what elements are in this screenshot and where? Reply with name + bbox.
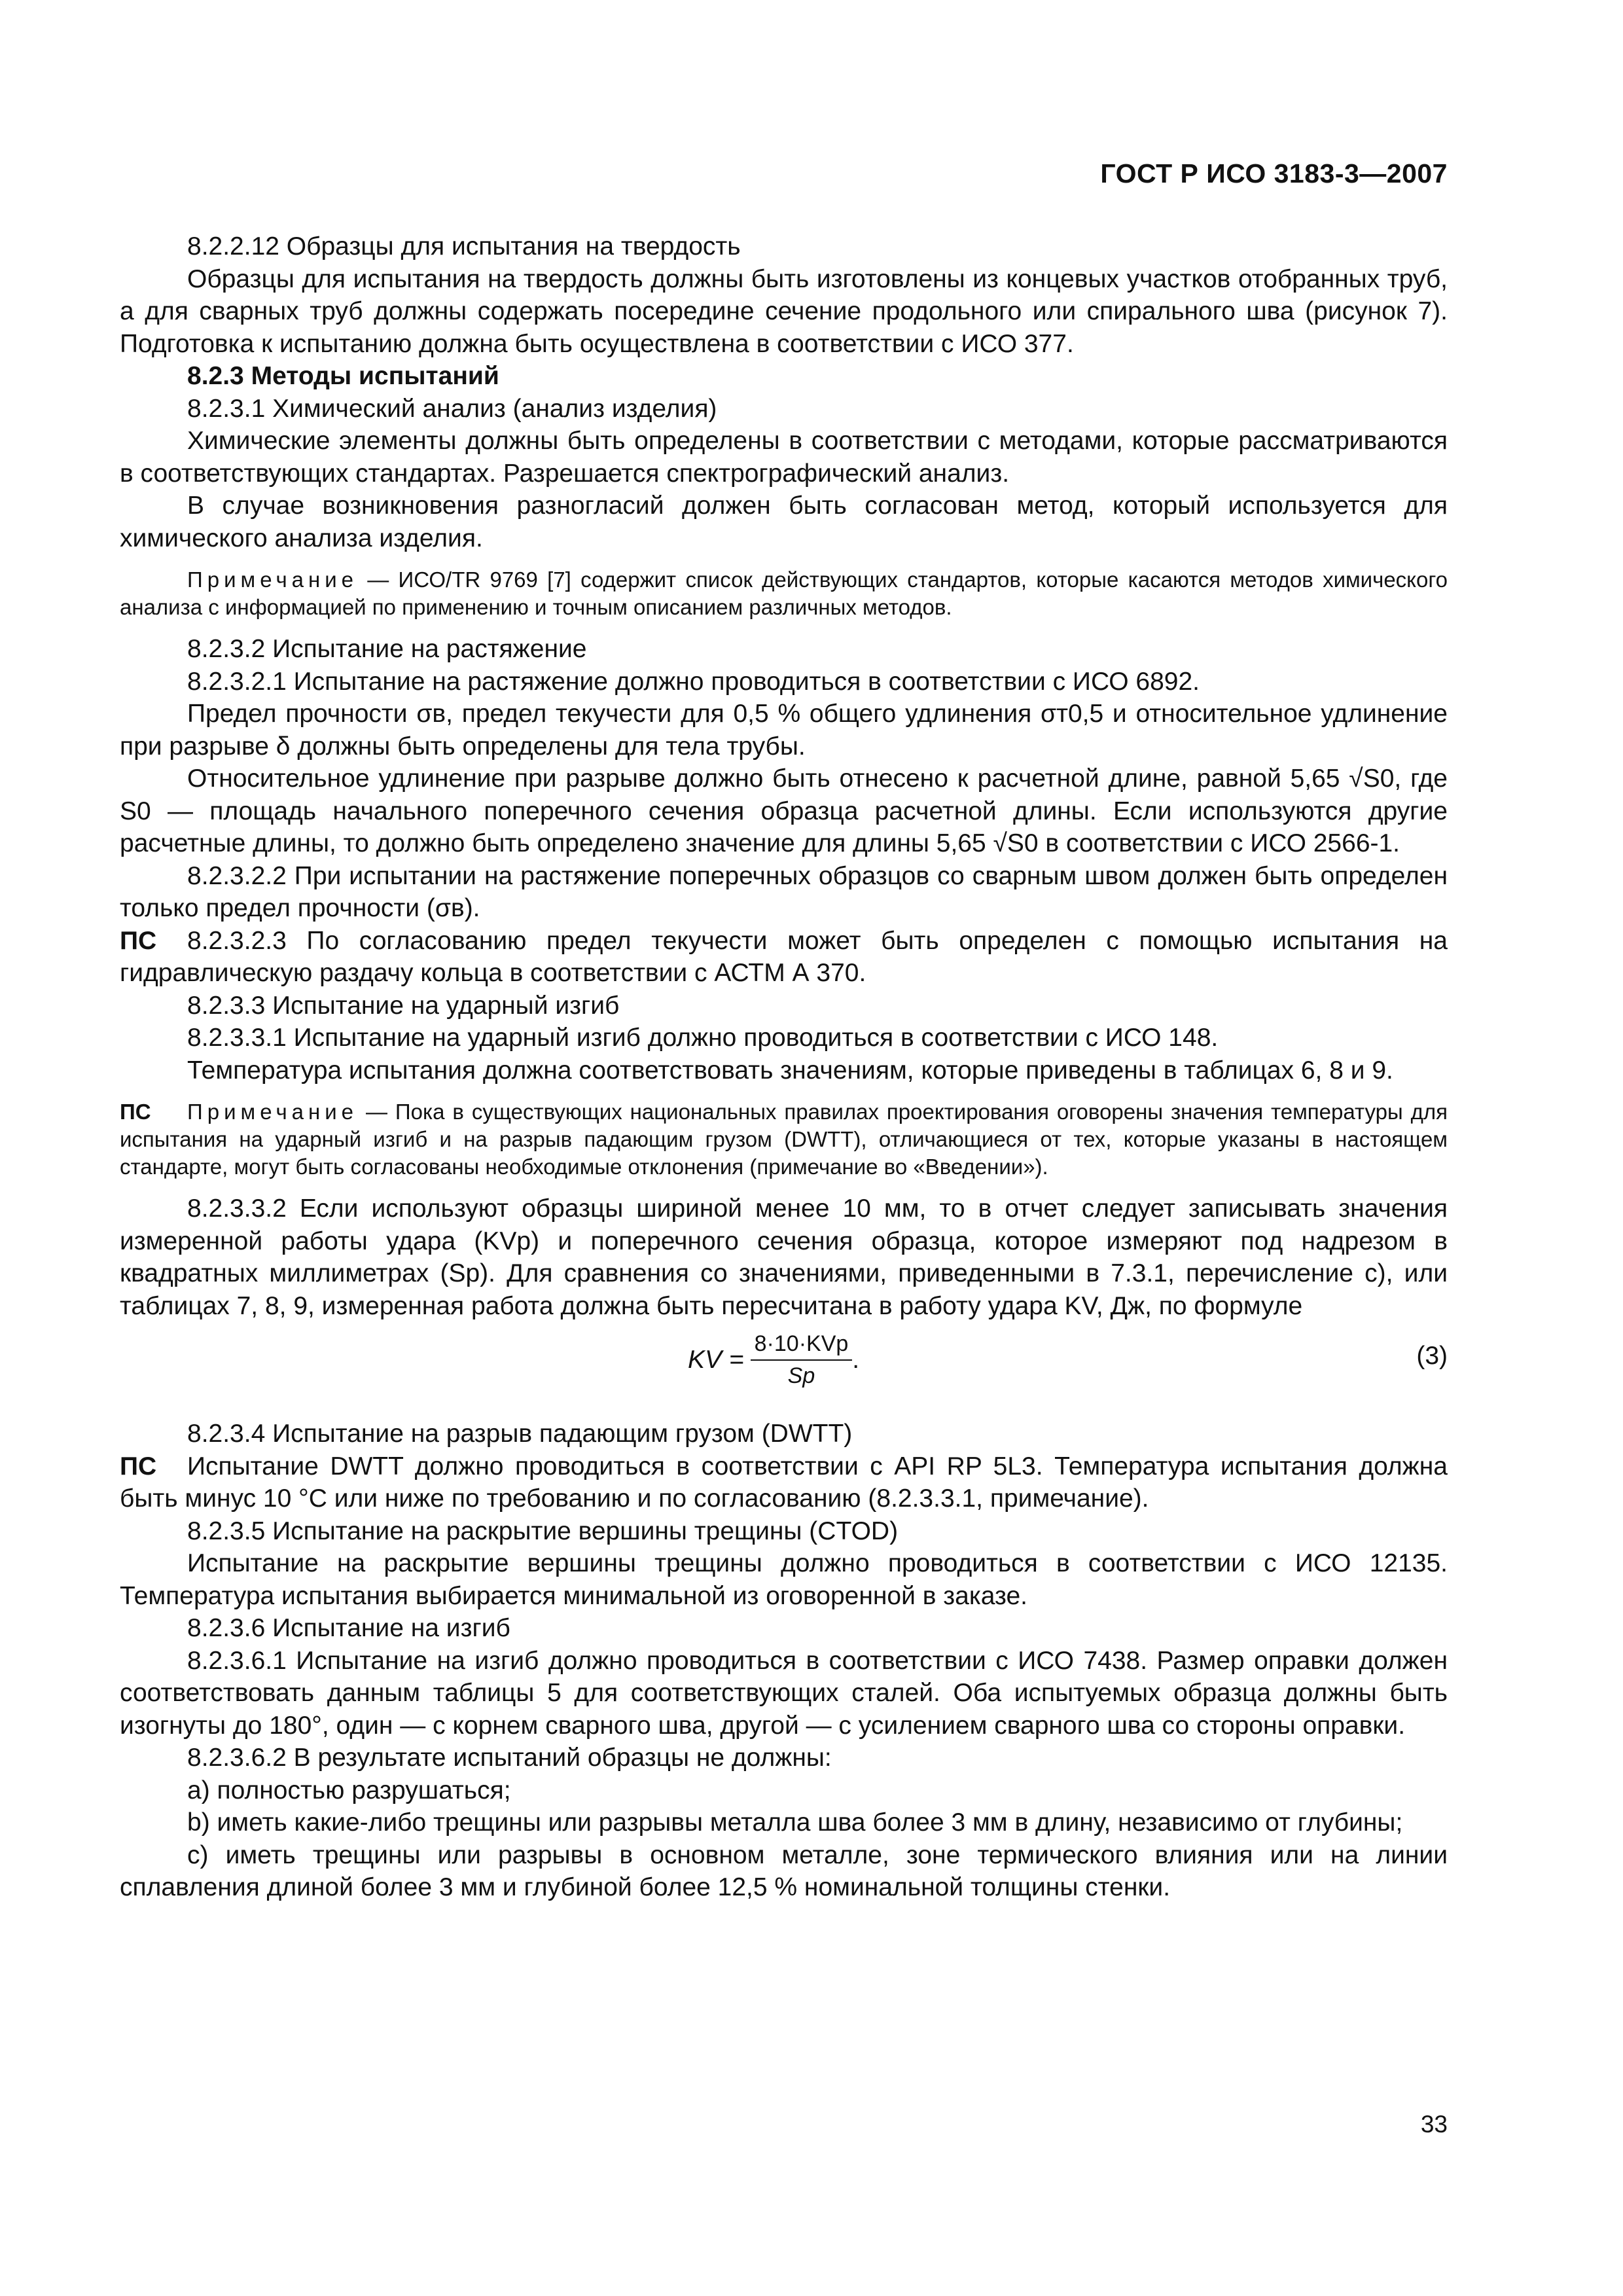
paragraph: В случае возникновения разногласий должен быть согласован метод, который используется для химического анализа изделия. xyxy=(120,492,1448,552)
formula-lhs: KV = xyxy=(688,1346,744,1374)
paragraph: 8.2.3.2.2 При испытании на растяжение поперечных образцов со сварным швом должен быть определен только предел прочности (σв). xyxy=(120,861,1448,922)
note xyxy=(120,566,1448,621)
formula-3 xyxy=(120,1326,1448,1406)
paragraph: 8.2.3.3.2 Если используют образцы шириной менее 10 мм, то в отчет следует записывать значения измеренной работы удара (KVp) и поперечного сечения образца, которое измеряют под надрезом в квадратных миллиметрах (Sp). Для сравнения со значениями, приведенными в 7.3.1, перечисление с), или таблицах 7, 8, 9, измеренная работа должна быть пересчитана в работу удара KV, Дж, по формуле xyxy=(120,1194,1448,1320)
page-number: 33 xyxy=(1420,2111,1448,2138)
note-label: Примечание xyxy=(187,1100,359,1124)
document-header: ГОСТ Р ИСО 3183-3—2007 xyxy=(1100,158,1448,188)
paragraph: 8.2.3.6.1 Испытание на изгиб должно проводиться в соответствии с ИСО 7438. Размер оправки должен соответствовать данным таблицы 5 для соответствующих сталей. Оба испытуемых образца должны быть изогнуты до 180°, один — с корнем сварного шва, другой — с усилением сварного шва со стороны оправки. xyxy=(120,1646,1448,1740)
document-body xyxy=(120,230,1448,1904)
list-item: с) иметь трещины или разрывы в основном металле, зоне термического влияния или на линии сплавления длиной более 3 мм и глубиной более 12,5 % номинальной толщины стенки. xyxy=(120,1840,1448,1901)
formula-numerator: 8·10·KVp xyxy=(751,1331,853,1361)
ps-note xyxy=(120,1098,1448,1181)
paragraph: Химические элементы должны быть определены в соответствии с методами, которые рассматриваются в соответствующих стандартах. Разрешается спектрографический анализ. xyxy=(120,427,1448,488)
note-text: — ИСО/TR 9769 [7] содержит список действующих стандартов, которые касаются методов химического анализа с информацией по применению и точным описанием различных методов. xyxy=(120,567,1448,619)
note-text: — Пока в существующих национальных правилах проектирования оговорены значения температуры для испытания на ударный изгиб и на разрыв падающим грузом (DWTT), отличающиеся от тех, которые указаны в настоящем стандарте, могут быть согласованы необходимые отклонения (примечание во «Введении»). xyxy=(120,1100,1448,1179)
formula-period: . xyxy=(852,1346,860,1374)
paragraph: 8.2.3.5 Испытание на раскрытие вершины трещины (СTOD) xyxy=(187,1516,899,1545)
formula-fraction xyxy=(751,1331,853,1389)
formula-denominator: Sp xyxy=(787,1363,815,1388)
paragraph: 8.2.3.6 Испытание на изгиб xyxy=(187,1614,510,1642)
paragraph: 8.2.3.3.1 Испытание на ударный изгиб должно проводиться в соответствии с ИСО 148. xyxy=(187,1024,1219,1052)
formula-number: (3) xyxy=(1416,1342,1448,1370)
paragraph: 8.2.2.12 Образцы для испытания на твердость xyxy=(187,232,741,260)
formula-body xyxy=(688,1331,859,1389)
paragraph-text: 8.2.3.2.3 По согласованию предел текучести может быть определен с помощью испытания на гидравлическую раздачу кольца в соответствии с АСТМ А 370. xyxy=(120,926,1448,987)
paragraph: Относительное удлинение при разрыве должно быть отнесено к расчетной длине, равной 5,65 √S0, где S0 — площадь начального поперечного сечения образца расчетной длины. Если используются другие расчетные длины, то должно быть определено значение для длины 5,65 √S0 в соответствии с ИСО 2566-1. xyxy=(120,764,1448,857)
paragraph: 8.2.3.2 Испытание на растяжение xyxy=(187,635,587,663)
paragraph: 8.2.3.4 Испытание на разрыв падающим грузом (DWTT) xyxy=(187,1420,853,1448)
paragraph: 8.2.3.1 Химический анализ (анализ изделия) xyxy=(187,394,717,423)
list-item: b) иметь какие-либо трещины или разрывы металла шва более 3 мм в длину, независимо от глубины; xyxy=(187,1808,1403,1837)
paragraph: Температура испытания должна соответствовать значениям, которые приведены в таблицах 6, 8 и 9. xyxy=(187,1056,1393,1085)
ps-paragraph xyxy=(120,925,1448,990)
list-item: а) полностью разрушаться; xyxy=(187,1776,511,1804)
paragraph: Испытание на раскрытие вершины трещины должно проводиться в соответствии с ИСО 12135. Температура испытания выбирается минимальной из оговоренной в заказе. xyxy=(120,1549,1448,1610)
section-heading: 8.2.3 Методы испытаний xyxy=(187,362,499,390)
paragraph: 8.2.3.6.2 В результате испытаний образцы не должны: xyxy=(187,1744,832,1772)
ps-marker: ПС xyxy=(120,1452,157,1480)
ps-paragraph xyxy=(120,1450,1448,1515)
paragraph-text: Испытание DWTT должно проводиться в соответствии с API RP 5L3. Температура испытания должна быть минус 10 °С или ниже по требованию и по согласованию (8.2.3.3.1, примечание). xyxy=(120,1452,1448,1513)
ps-marker: ПС xyxy=(120,926,157,955)
paragraph: Предел прочности σв, предел текучести для 0,5 % общего удлинения σт0,5 и относительное удлинение при разрыве δ должны быть определены для тела трубы. xyxy=(120,700,1448,761)
ps-marker: ПС xyxy=(120,1100,151,1124)
paragraph: 8.2.3.2.1 Испытание на растяжение должно проводиться в соответствии с ИСО 6892. xyxy=(187,667,1200,696)
paragraph: Образцы для испытания на твердость должны быть изготовлены из концевых участков отобранных труб, а для сварных труб должны содержать посередине сечение продольного или спирального шва (рисунок 7). Подготовка к испытанию должна быть осуществлена в соответствии с ИСО 377. xyxy=(120,264,1448,358)
paragraph: 8.2.3.3 Испытание на ударный изгиб xyxy=(187,991,620,1020)
note-label: Примечание xyxy=(187,567,359,592)
